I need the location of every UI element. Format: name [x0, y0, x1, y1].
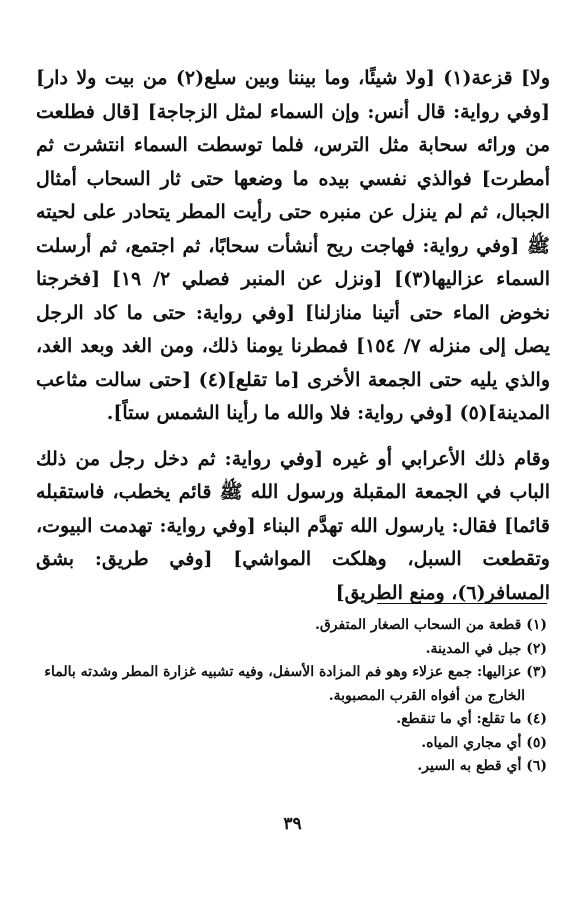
footnotes-list	[37, 614, 547, 779]
footnote-separator	[377, 603, 547, 604]
main-text	[36, 62, 550, 610]
body-paragraph-2: وقام ذلك الأعرابي أو غيره [وفي رواية: ثم دخل رجل من ذلك الباب في الجمعة المقبلة ورسول الله ﷺ قائم يخطب، فاستقبله قائما] فقال: يارسول الله تهدَّم البناء [وفي رواية: تهدمت البيوت، وتقطعت السبل، وهلكت المواشي] [وفي طريق: بشق المسافر(٦)، ومنع الطريق]	[36, 447, 550, 604]
footnote-6: (٦) أي قطع به السير.	[417, 758, 547, 774]
footnote-3: (٣) عزاليها: جمع عزلاء وهو فم المزادة الأسفل، وفيه تشبيه غزارة المطر وشدته بالماء	[44, 664, 547, 680]
footnote-1: (١) قطعة من السحاب الصغار المتفرق.	[315, 617, 547, 633]
footnote-2: (٢) جبل في المدينة.	[425, 640, 547, 657]
footnote-3-continuation: الخارج من أفواه القرب المصبوبة.	[328, 687, 525, 704]
footnote-4: (٤) ما تقلع: أي ما تنقطع.	[396, 711, 547, 727]
body-paragraph-1: ولا] قزعة(١) [ولا شيئًا، وما بيننا وبين سلع(٢) من بيت ولا دار] [وفي رواية: قال أنس: وإن السماء لمثل الزجاجة] [قال فطلعت من ورائه سحابة مثل الترس، فلما توسطت السماء انتشرت ثم أمطرت] فوالذي نفسي بيده ما وضعها حتى ثار السحاب أمثال الجبال، ثم لم ينزل عن منبره حتى رأيت المطر يتحادر على لحيته ﷺ [وفي رواية: فهاجت ريح أنشأت سحابًا، ثم اجتمع، ثم أرسلت السماء عزاليها(٣)] [ونزل عن المنبر فصلي ٢/ ١٩] [فخرجنا نخوض الماء حتى أتينا منازلنا] [وفي رواية: حتى ما كاد الرجل يصل إلى منزله ٧/ ١٥٤] فمطرنا يومنا ذلك، ومن الغد وبعد الغد، والذي يليه حتى الجمعة الأخرى [ما تقلع](٤) [حتى سالت مثاعب المدينة](٥) [وفي رواية: فلا والله ما رأينا الشمس ستاً].	[36, 67, 550, 424]
page-number: ٣٩	[283, 814, 302, 834]
footnote-5: (٥) أي مجاري المياه.	[421, 734, 547, 751]
